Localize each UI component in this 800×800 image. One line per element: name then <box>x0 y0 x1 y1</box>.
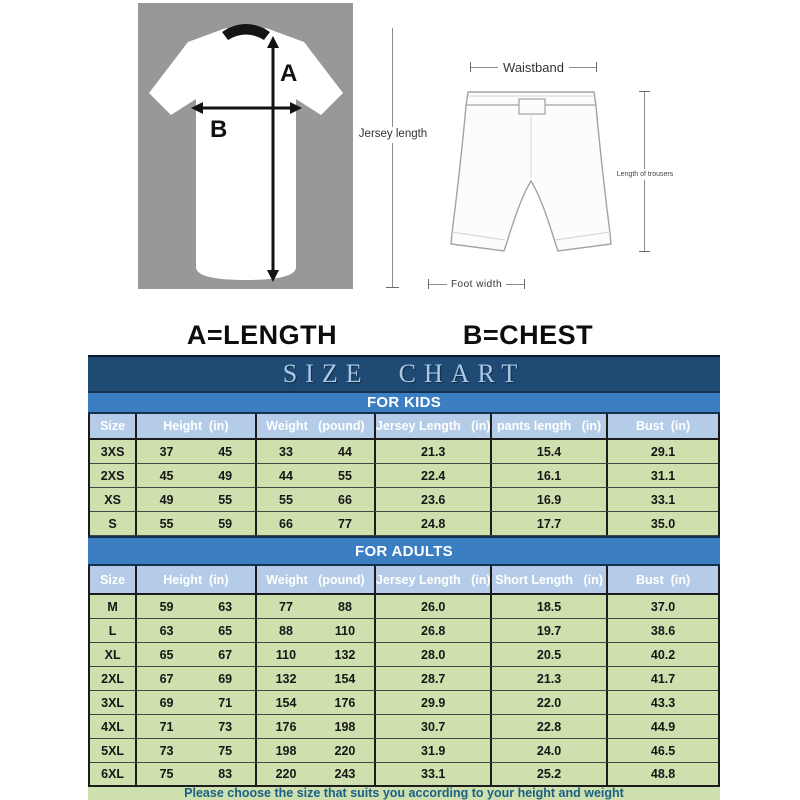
height-max: 55 <box>218 492 233 507</box>
cell-size: 3XS <box>100 444 125 459</box>
shorts-illustration <box>445 86 615 266</box>
header-jersey-length: Jersey Length (in) <box>374 566 490 593</box>
cell-size: 2XL <box>101 671 125 686</box>
size-chart-title-bar <box>88 355 720 391</box>
weight-min: 77 <box>279 599 293 614</box>
jersey-length-end-tick <box>386 287 399 288</box>
height-min: 59 <box>159 599 174 614</box>
cell-jersey-length: 31.9 <box>374 739 490 762</box>
foot-width-measure <box>428 278 525 290</box>
cell-size: 4XL <box>101 719 125 734</box>
weight-max: 198 <box>334 719 356 734</box>
weight-min: 88 <box>279 623 293 638</box>
jersey-length-line-top <box>392 28 393 127</box>
cell-jersey-length: 22.4 <box>374 464 490 487</box>
cell-pants-length: 16.9 <box>490 488 606 511</box>
jersey-length-label: Jersey length <box>358 128 428 140</box>
tick-right <box>524 279 525 289</box>
waistband-measure <box>470 61 597 73</box>
header-height: Height (in) <box>135 566 254 593</box>
weight-max: 243 <box>334 767 356 781</box>
cell-short-length: 22.0 <box>490 691 606 714</box>
height-max: 65 <box>218 623 233 638</box>
cell-height <box>135 595 254 618</box>
cell-bust: 33.1 <box>606 488 718 511</box>
header-height: Height (in) <box>135 414 254 438</box>
table-row <box>90 619 718 643</box>
cell-weight <box>255 440 375 463</box>
cell-weight <box>255 619 375 642</box>
kids-header-row <box>90 414 718 440</box>
weight-max: 132 <box>334 647 356 662</box>
height-min: 67 <box>159 671 174 686</box>
cell-bust: 40.2 <box>606 643 718 666</box>
cell-weight <box>255 464 375 487</box>
for-adults-bar <box>88 536 720 566</box>
cell-jersey-length: 26.8 <box>374 619 490 642</box>
cell-jersey-length: 21.3 <box>374 440 490 463</box>
cell-jersey-length: 29.9 <box>374 691 490 714</box>
header-size: Size <box>100 572 126 587</box>
adults-header-row <box>90 566 718 595</box>
table-row <box>90 440 718 464</box>
table-row <box>90 739 718 763</box>
weight-max: 176 <box>334 695 356 710</box>
weight-min: 66 <box>279 516 293 531</box>
cell-height <box>135 691 254 714</box>
for-kids-bar <box>88 391 720 414</box>
cell-jersey-length: 28.0 <box>374 643 490 666</box>
waistband-label: Waistband <box>503 59 564 75</box>
cell-size: S <box>108 516 117 531</box>
height-min: 55 <box>159 516 174 531</box>
height-min: 63 <box>159 623 174 638</box>
weight-max: 88 <box>338 599 352 614</box>
cell-size: M <box>107 599 118 614</box>
cell-jersey-length: 24.8 <box>374 512 490 535</box>
height-max: 59 <box>218 516 233 531</box>
height-min: 73 <box>159 743 174 758</box>
cell-weight <box>255 739 375 762</box>
cell-size: 3XL <box>101 695 125 710</box>
table-row <box>90 643 718 667</box>
weight-min: 154 <box>275 695 297 710</box>
height-max: 69 <box>218 671 233 686</box>
cell-height <box>135 667 254 690</box>
shorts-diagram <box>445 86 615 266</box>
cell-pants-length: 15.4 <box>490 440 606 463</box>
cell-short-length: 19.7 <box>490 619 606 642</box>
weight-min: 198 <box>275 743 297 758</box>
tick-right <box>596 62 597 72</box>
header-bust: Bust (in) <box>606 414 718 438</box>
height-max: 45 <box>218 444 233 459</box>
height-min: 49 <box>159 492 174 507</box>
cell-short-length: 18.5 <box>490 595 606 618</box>
table-row <box>90 691 718 715</box>
height-max: 63 <box>218 599 233 614</box>
header-bust: Bust (in) <box>606 566 718 593</box>
tshirt-shape <box>149 28 343 280</box>
weight-max: 44 <box>338 444 352 459</box>
cell-weight <box>255 667 375 690</box>
label-a: A <box>280 60 298 87</box>
cell-size: 6XL <box>101 767 125 781</box>
cell-pants-length: 16.1 <box>490 464 606 487</box>
height-min: 37 <box>159 444 174 459</box>
size-chart-title: SIZE CHART <box>282 359 526 388</box>
cell-size: 2XS <box>100 468 125 483</box>
height-min: 69 <box>159 695 174 710</box>
weight-min: 176 <box>275 719 297 734</box>
cell-bust: 43.3 <box>606 691 718 714</box>
cell-short-length: 24.0 <box>490 739 606 762</box>
table-row <box>90 715 718 739</box>
cell-jersey-length: 26.0 <box>374 595 490 618</box>
adults-table <box>88 566 720 787</box>
height-min: 75 <box>159 767 174 781</box>
cell-jersey-length: 28.7 <box>374 667 490 690</box>
cell-weight <box>255 595 375 618</box>
cell-bust: 46.5 <box>606 739 718 762</box>
cell-weight <box>255 488 375 511</box>
height-max: 75 <box>218 743 233 758</box>
size-chart <box>88 355 720 800</box>
height-min: 45 <box>159 468 174 483</box>
table-row <box>90 595 718 619</box>
table-row <box>90 763 718 787</box>
for-adults-label: FOR ADULTS <box>355 542 453 560</box>
header-size: Size <box>100 419 126 433</box>
legend-a-length: A=LENGTH <box>186 320 338 350</box>
height-max: 49 <box>218 468 233 483</box>
cell-bust: 41.7 <box>606 667 718 690</box>
cell-height <box>135 512 254 535</box>
cell-bust: 29.1 <box>606 440 718 463</box>
jersey-length-line-bottom <box>392 143 393 287</box>
cell-weight <box>255 691 375 714</box>
measure-line <box>569 67 596 68</box>
weight-min: 220 <box>275 767 297 781</box>
cell-jersey-length: 33.1 <box>374 763 490 785</box>
label-b: B <box>210 116 228 143</box>
footer-note: Please choose the size that suits you according to your height and weight <box>184 786 624 800</box>
cell-height <box>135 464 254 487</box>
cell-jersey-length: 23.6 <box>374 488 490 511</box>
fly-tab <box>519 99 545 114</box>
table-row <box>90 464 718 488</box>
weight-min: 55 <box>279 492 293 507</box>
header-pants-length: pants length (in) <box>490 414 606 438</box>
measure-line <box>429 284 447 285</box>
height-min: 71 <box>159 719 174 734</box>
cell-short-length: 20.5 <box>490 643 606 666</box>
weight-min: 44 <box>279 468 293 483</box>
measure-line <box>506 284 524 285</box>
weight-max: 110 <box>334 623 356 638</box>
cell-bust: 38.6 <box>606 619 718 642</box>
weight-max: 66 <box>338 492 352 507</box>
cell-size: XL <box>104 647 121 662</box>
cell-height <box>135 488 254 511</box>
cell-size: L <box>108 623 117 638</box>
cell-height <box>135 739 254 762</box>
for-kids-label: FOR KIDS <box>366 394 442 411</box>
jersey-illustration <box>138 3 353 289</box>
height-min: 65 <box>159 647 174 662</box>
cell-size: XS <box>104 492 121 507</box>
footer-note-bar <box>88 787 720 800</box>
header-jersey-length: Jersey Length (in) <box>374 414 490 438</box>
cell-bust: 37.0 <box>606 595 718 618</box>
cell-height <box>135 619 254 642</box>
foot-width-label: Foot width <box>450 278 503 290</box>
cell-height <box>135 440 254 463</box>
height-max: 71 <box>218 695 233 710</box>
cell-height <box>135 763 254 785</box>
cell-weight <box>255 763 375 785</box>
trousers-tick-bottom <box>639 251 650 252</box>
cell-bust: 44.9 <box>606 715 718 738</box>
table-row <box>90 512 718 536</box>
header-weight: Weight (pound) <box>255 414 375 438</box>
cell-bust: 31.1 <box>606 464 718 487</box>
weight-max: 77 <box>338 516 352 531</box>
cell-weight <box>255 512 375 535</box>
cell-weight <box>255 643 375 666</box>
legend-b-chest: B=CHEST <box>462 320 594 350</box>
height-max: 67 <box>218 647 233 662</box>
cell-bust: 48.8 <box>606 763 718 785</box>
weight-min: 33 <box>279 444 293 459</box>
cell-height <box>135 715 254 738</box>
table-row <box>90 667 718 691</box>
weight-min: 110 <box>275 647 297 662</box>
cell-short-length: 21.3 <box>490 667 606 690</box>
weight-max: 220 <box>334 743 356 758</box>
weight-max: 55 <box>338 468 352 483</box>
cell-pants-length: 17.7 <box>490 512 606 535</box>
measure-line <box>471 67 498 68</box>
weight-min: 132 <box>275 671 297 686</box>
kids-table <box>88 414 720 536</box>
header-short-length: Short Length (in) <box>490 566 606 593</box>
header-weight: Weight (pound) <box>255 566 375 593</box>
cell-short-length: 25.2 <box>490 763 606 785</box>
cell-size: 5XL <box>101 743 125 758</box>
cell-short-length: 22.8 <box>490 715 606 738</box>
height-max: 73 <box>218 719 233 734</box>
cell-jersey-length: 30.7 <box>374 715 490 738</box>
table-row <box>90 488 718 512</box>
cell-bust: 35.0 <box>606 512 718 535</box>
height-max: 83 <box>218 767 233 781</box>
trousers-label: Length of trousers <box>616 171 674 178</box>
jersey-diagram-panel <box>138 3 353 289</box>
weight-max: 154 <box>334 671 356 686</box>
cell-weight <box>255 715 375 738</box>
cell-height <box>135 643 254 666</box>
